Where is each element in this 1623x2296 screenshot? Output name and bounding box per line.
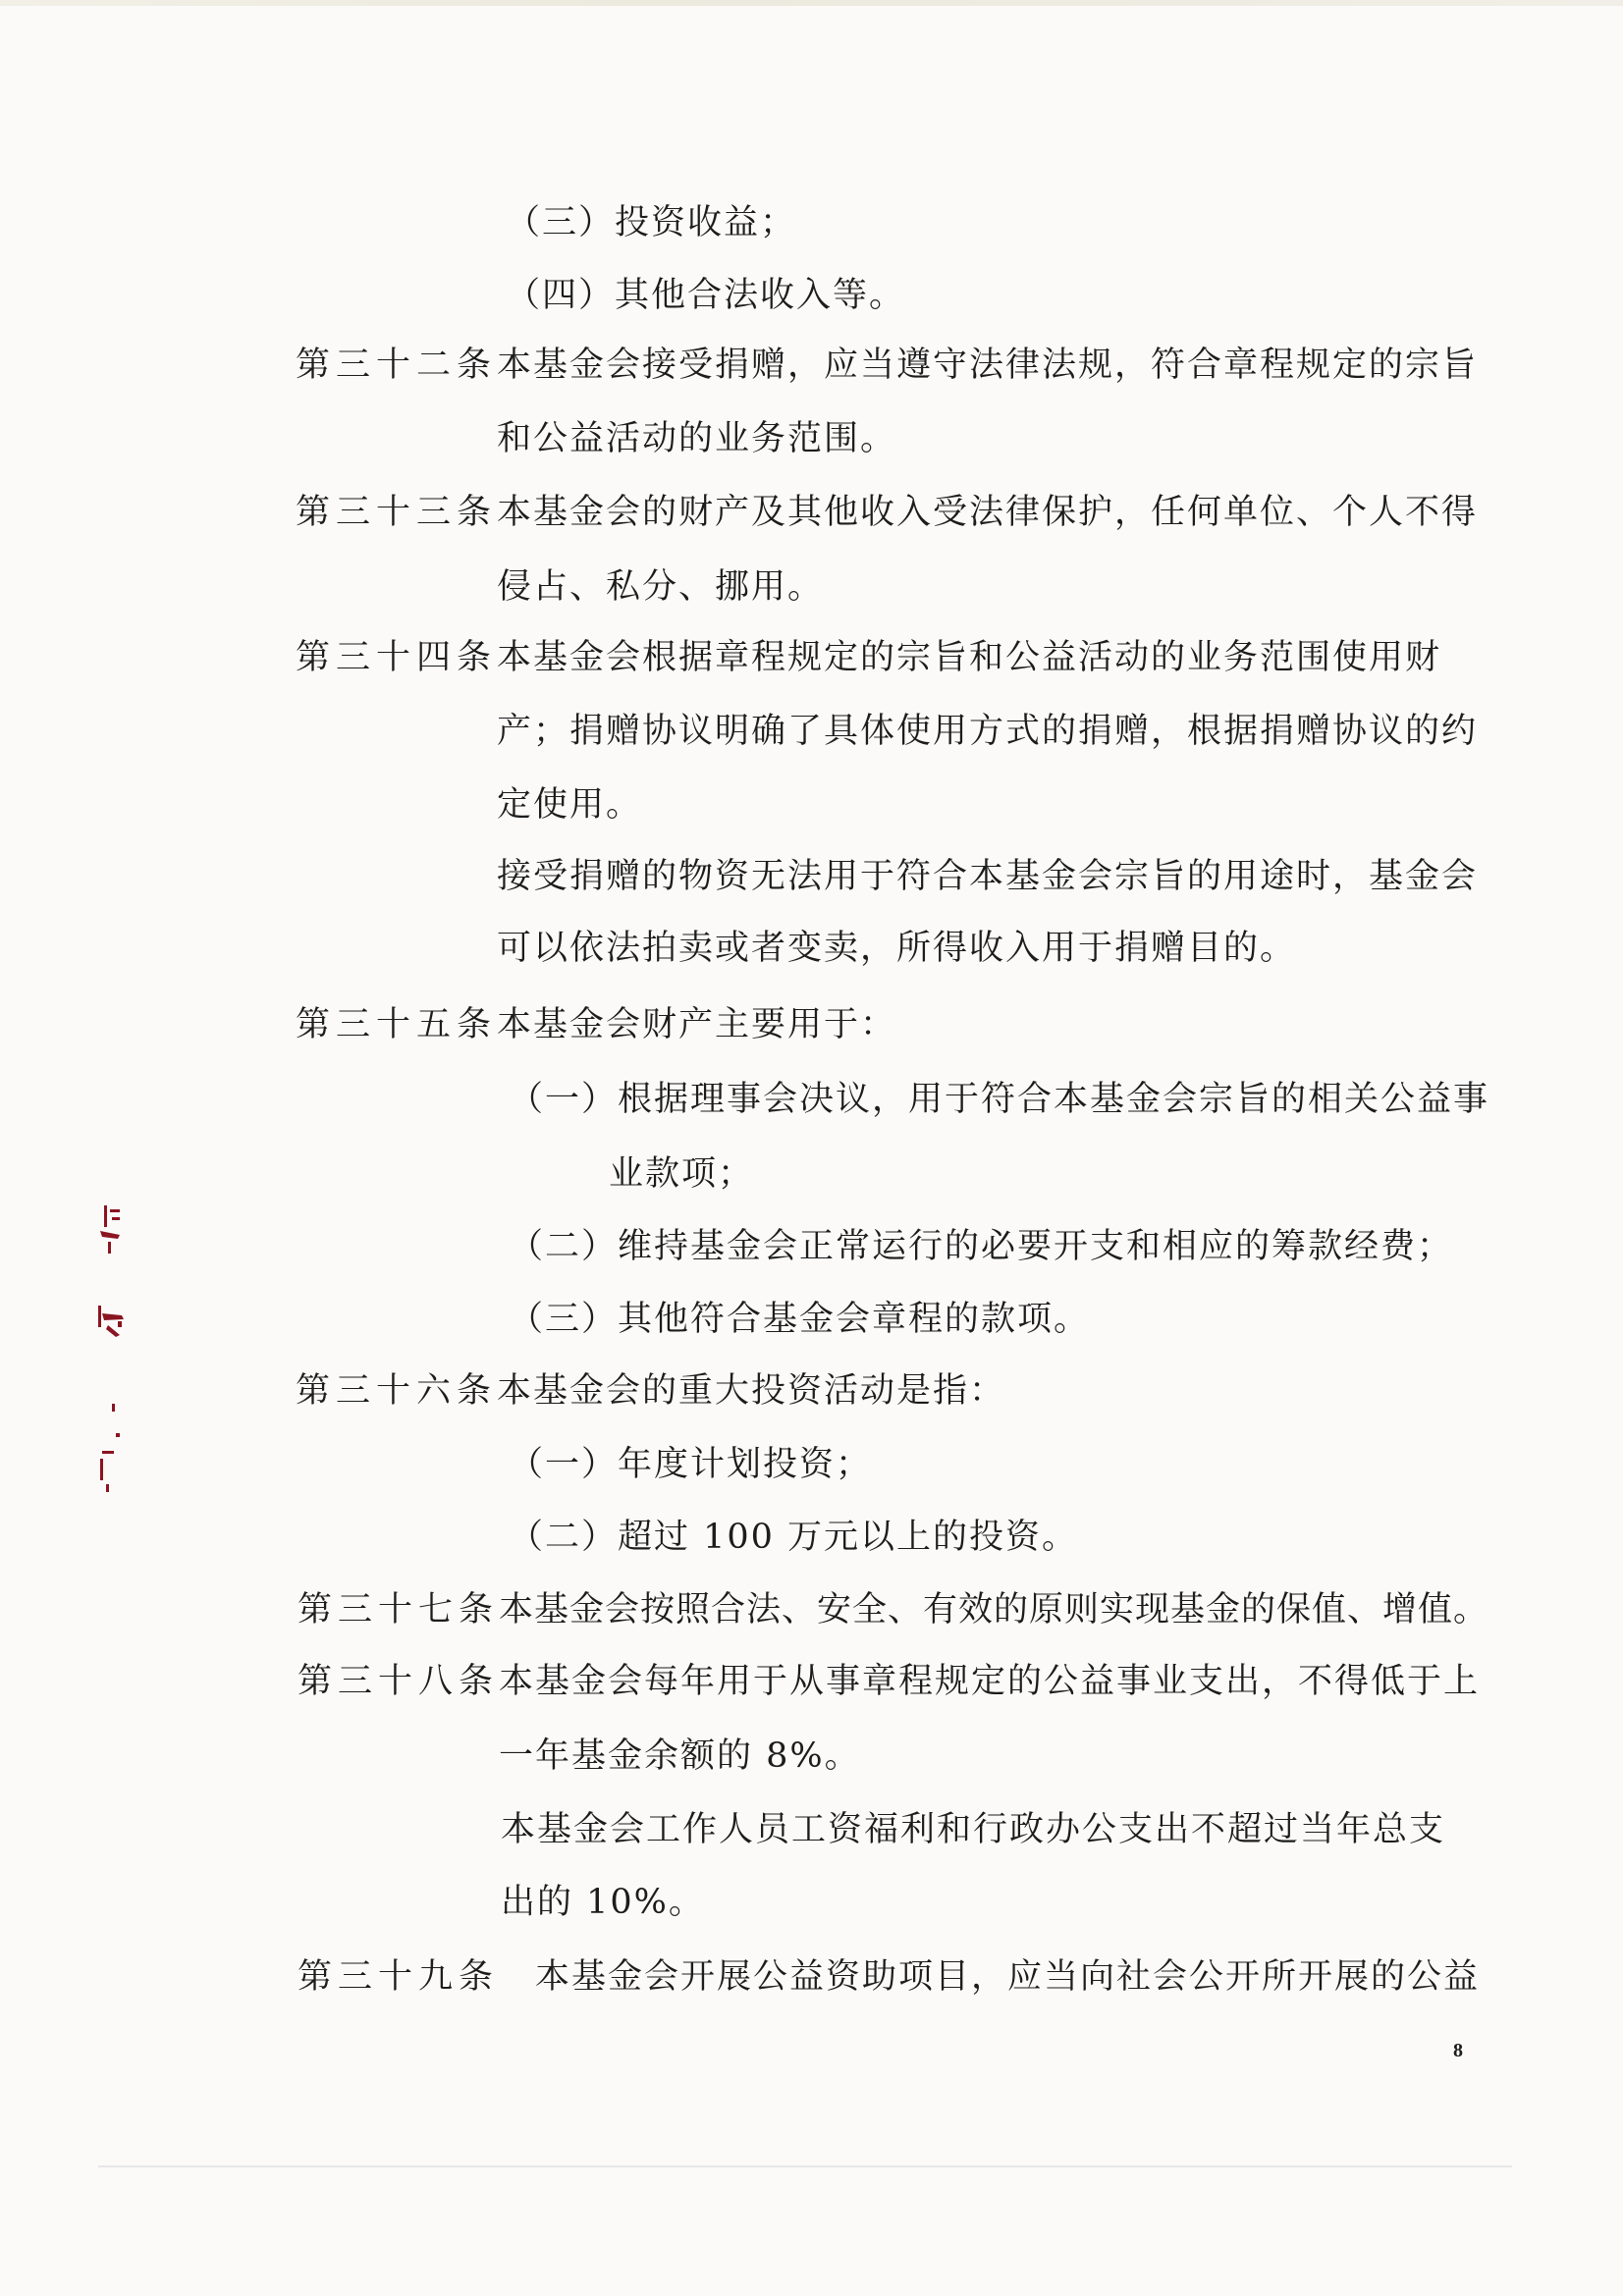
article-35-item-1-line-2: 业款项； — [609, 1154, 755, 1194]
article-34-line-1: 本基金会根据章程规定的宗旨和公益活动的业务范围使用财 — [497, 638, 1442, 677]
article-35-item-3: （三）其他符合基金会章程的款项。 — [509, 1300, 1091, 1339]
article-32-line-2: 和公益活动的业务范围。 — [497, 419, 897, 458]
article-38-label: 第三十八条 — [298, 1662, 500, 1701]
article-32-line-1: 本基金会接受捐赠，应当遵守法律法规，符合章程规定的宗旨 — [497, 346, 1479, 385]
article-33-line-2: 侵占、私分、挪用。 — [497, 567, 825, 607]
article-32-label: 第三十二条 — [296, 346, 498, 385]
article-34-line-2: 产；捐赠协议明确了具体使用方式的捐赠，根据捐赠协议的约 — [497, 712, 1479, 751]
article-34-label: 第三十四条 — [296, 638, 498, 677]
scan-edge-top — [0, 0, 1623, 6]
scan-edge-bottom — [98, 2165, 1512, 2167]
article-38-para-2-line-1: 本基金会工作人员工资福利和行政办公支出不超过当年总支 — [501, 1810, 1446, 1849]
article-36-item-2: （二）超过 100 万元以上的投资。 — [509, 1518, 1079, 1557]
article-39-label: 第三十九条 — [298, 1957, 500, 1997]
article-33-label: 第三十三条 — [296, 493, 498, 532]
article-35-item-1-line-1: （一）根据理事会决议，用于符合本基金会宗旨的相关公益事 — [509, 1080, 1490, 1119]
article-36-line-1: 本基金会的重大投资活动是指： — [497, 1371, 1006, 1411]
article-33-line-1: 本基金会的财产及其他收入受法律保护，任何单位、个人不得 — [497, 493, 1479, 532]
article-38-para-2-line-2: 出的 10%。 — [501, 1883, 705, 1922]
article-38-line-2: 一年基金余额的 8%。 — [499, 1736, 861, 1776]
income-item-4: （四）其他合法收入等。 — [506, 276, 906, 315]
article-34-para-2-line-1: 接受捐赠的物资无法用于符合本基金会宗旨的用途时，基金会 — [497, 857, 1479, 896]
seal-fragment — [90, 1188, 130, 1512]
article-35-label: 第三十五条 — [296, 1005, 498, 1044]
article-35-item-2: （二）维持基金会正常运行的必要开支和相应的筹款经费； — [509, 1227, 1454, 1266]
article-39-line-1: 本基金会开展公益资助项目，应当向社会公开所开展的公益 — [535, 1957, 1481, 1997]
article-34-line-3: 定使用。 — [497, 785, 643, 825]
income-item-3: （三）投资收益； — [506, 203, 797, 242]
page-number: 8 — [1453, 2040, 1463, 2061]
article-34-para-2-line-2: 可以依法拍卖或者变卖，所得收入用于捐赠目的。 — [497, 929, 1297, 968]
article-36-item-1: （一）年度计划投资； — [509, 1445, 873, 1484]
article-37-line-1: 本基金会按照合法、安全、有效的原则实现基金的保值、增值。 — [499, 1590, 1489, 1629]
article-37-label: 第三十七条 — [298, 1590, 500, 1629]
article-35-line-1: 本基金会财产主要用于： — [497, 1005, 897, 1044]
article-36-label: 第三十六条 — [296, 1371, 498, 1411]
article-38-line-1: 本基金会每年用于从事章程规定的公益事业支出，不得低于上 — [499, 1662, 1481, 1701]
